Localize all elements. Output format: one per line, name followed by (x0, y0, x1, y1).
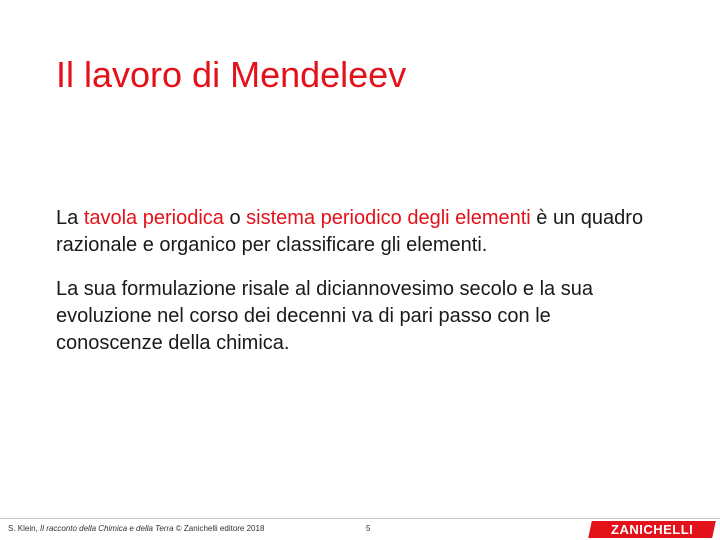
slide-title: Il lavoro di Mendeleev (56, 54, 407, 95)
footer-publisher: © Zanichelli editore 2018 (173, 524, 265, 533)
paragraph-text: o (223, 207, 247, 229)
page-number: 5 (366, 524, 371, 533)
paragraph-history: La sua formulazione risale al diciannovesimo secolo e la sua evoluzione nel corso dei decenni va di pari passo con le conoscenze della chimica. (56, 278, 593, 354)
footer-book-title: Il racconto della Chimica e della Terra (40, 524, 174, 533)
paragraph-text: La (56, 207, 84, 229)
footer-credit (8, 523, 264, 535)
logo-text: ZANICHELLI (610, 522, 694, 537)
paragraph-definition (56, 205, 646, 259)
slide-body (56, 205, 646, 357)
footer-author: S. Klein, (8, 524, 41, 533)
zanichelli-logo (588, 521, 716, 538)
highlight-term: tavola periodica (83, 207, 224, 229)
footer-divider (0, 518, 720, 519)
paragraph-text: è un quadro razionale e organico per classificare gli elementi. (56, 207, 644, 256)
highlight-term: sistema periodico degli elementi (246, 207, 531, 229)
